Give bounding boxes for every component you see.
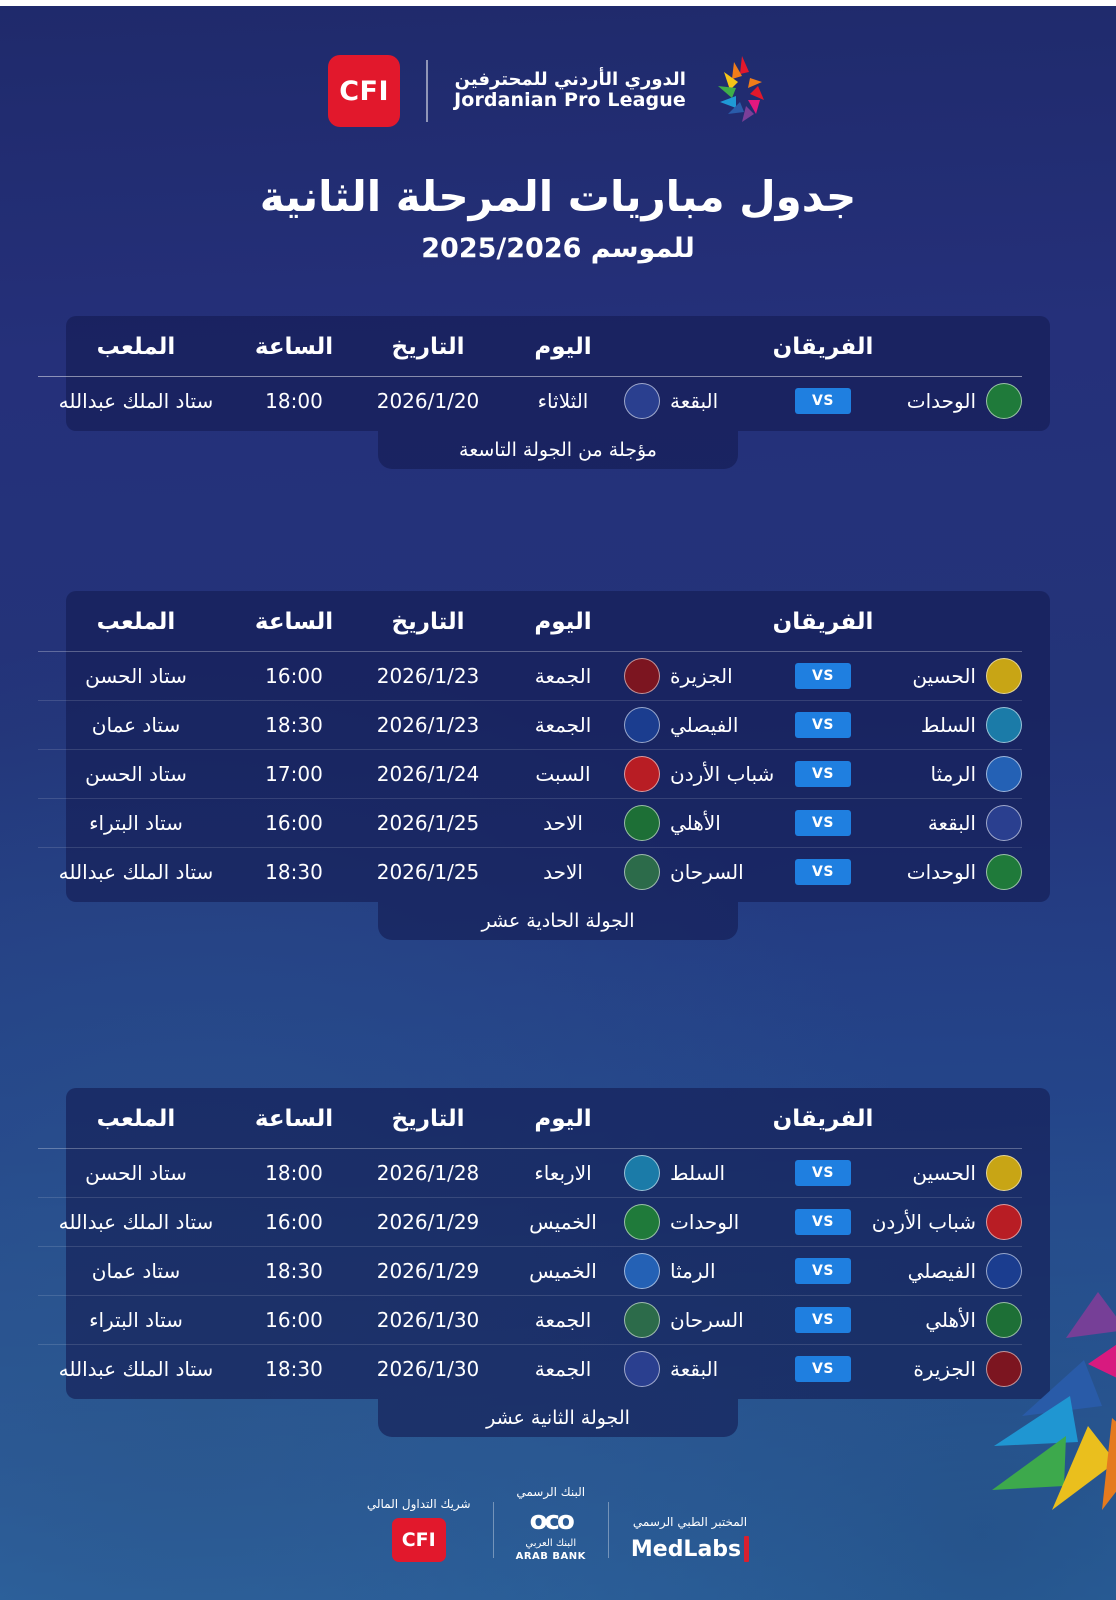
match-time: 17:00: [234, 750, 354, 799]
away-team-name: الرمثا: [670, 1259, 716, 1283]
column-header-teams: الفريقان: [624, 316, 1022, 377]
home-team-name: الوحدات: [906, 389, 976, 413]
match-date: 2026/1/30: [354, 1296, 502, 1345]
match-date: 2026/1/20: [376, 389, 480, 413]
vs-badge: VS: [795, 388, 851, 414]
match-day: الجمعة: [534, 1357, 592, 1381]
away-team: [624, 1302, 789, 1338]
match-day: الثلاثاء: [537, 389, 589, 413]
table-row[interactable]: [38, 652, 1022, 701]
away-team-name: السرحان: [670, 1308, 744, 1332]
al-baqaa-crest-icon: [624, 383, 660, 419]
arabbank-name-ar: البنك العربي: [525, 1538, 577, 1549]
vs-badge: VS: [795, 810, 851, 836]
sponsor-divider-1: [608, 1502, 609, 1558]
al-hussein-crest-icon: [986, 658, 1022, 694]
home-team-name: الفيصلي: [907, 1259, 976, 1283]
match-pair: [624, 1155, 1022, 1191]
fixtures-table: [38, 591, 1022, 896]
match-time: 16:00: [234, 799, 354, 848]
vs-badge: VS: [795, 1258, 851, 1284]
column-header-venue: الملعب: [38, 591, 234, 652]
match-pair: [624, 707, 1022, 743]
match-pair: [624, 854, 1022, 890]
table-row[interactable]: [38, 1247, 1022, 1296]
match-time: 18:00: [265, 389, 323, 413]
al-jazeera-crest-icon: [624, 658, 660, 694]
schedule-block: [58, 316, 1050, 469]
away-team: [624, 1204, 789, 1240]
match-teams-cell: [624, 652, 1022, 701]
schedule-block: [58, 591, 1050, 940]
sponsor-arabbank: [494, 1485, 608, 1562]
match-pair: [624, 1351, 1022, 1387]
home-team: [857, 1204, 1022, 1240]
sponsor-label-medlabs: المختبر الطبي الرسمي: [632, 1515, 748, 1529]
header: [0, 52, 1116, 130]
column-header-time: الساعة: [234, 316, 354, 377]
al-salt-crest-icon: [624, 1155, 660, 1191]
column-header-date: التاريخ: [354, 591, 502, 652]
league-name-ar: الدوري الأردني للمحترفين: [454, 69, 686, 91]
al-ahli-crest-icon: [624, 805, 660, 841]
match-day: الجمعة: [502, 1296, 624, 1345]
al-ahli-crest-icon: [986, 1302, 1022, 1338]
away-team: [624, 707, 789, 743]
header-divider: [426, 60, 428, 122]
match-venue: ستاد الملك عبدالله: [58, 1357, 214, 1381]
match-date: 2026/1/23: [354, 701, 502, 750]
arabbank-mark-icon: ᴏᴄᴏ: [529, 1506, 572, 1536]
match-pair: [624, 805, 1022, 841]
match-pair: [624, 756, 1022, 792]
match-teams-cell: [624, 750, 1022, 799]
match-day: الاحد: [543, 860, 583, 884]
table-row[interactable]: [38, 1296, 1022, 1345]
sponsor-cfi: [345, 1497, 493, 1562]
away-team: [624, 756, 789, 792]
column-header-time: الساعة: [234, 1088, 354, 1149]
sponsor-divider-2: [493, 1502, 494, 1558]
match-venue: ستاد الحسن: [38, 652, 234, 701]
table-row[interactable]: [38, 701, 1022, 750]
cfi-partner-badge: CFI: [328, 55, 400, 127]
al-jazeera-crest-icon: [986, 1351, 1022, 1387]
column-header-venue: الملعب: [38, 1088, 234, 1149]
match-date: 2026/1/30: [376, 1357, 480, 1381]
al-faisaly-crest-icon: [624, 707, 660, 743]
vs-badge: VS: [795, 1209, 851, 1235]
al-wehdat-crest-icon: [986, 854, 1022, 890]
sponsor-label-arabbank: البنك الرسمي: [516, 1485, 586, 1499]
home-team: [857, 1302, 1022, 1338]
table-row[interactable]: [38, 1149, 1022, 1198]
cfi-logo: CFI: [392, 1518, 446, 1562]
match-venue: ستاد عمان: [38, 701, 234, 750]
away-team: [624, 1253, 789, 1289]
medlabs-wordmark: MedLabs: [630, 1536, 742, 1562]
medlabs-bar-icon: [744, 1536, 749, 1562]
page-title: جدول مباريات المرحلة الثانية: [259, 172, 857, 221]
home-team-name: شباب الأردن: [871, 1210, 976, 1234]
column-header-day: اليوم: [502, 316, 624, 377]
match-venue: ستاد الحسن: [38, 1149, 234, 1198]
match-date: 2026/1/24: [354, 750, 502, 799]
away-team: [624, 1155, 789, 1191]
match-pair: [624, 383, 1022, 419]
match-venue: ستاد عمان: [38, 1247, 234, 1296]
vs-badge: VS: [795, 859, 851, 885]
away-team: [624, 658, 789, 694]
match-teams-cell: [624, 1345, 1022, 1394]
round-label: الجولة الحادية عشر: [378, 902, 738, 940]
match-time: 18:00: [234, 1149, 354, 1198]
column-header-venue: الملعب: [38, 316, 234, 377]
match-time: 18:30: [234, 1247, 354, 1296]
away-team-name: البقعة: [670, 1357, 719, 1381]
league-title-block: [454, 70, 686, 111]
page-subtitle: للموسم 2025/2026: [421, 233, 695, 264]
shabab-al-ordon-crest-icon: [986, 1204, 1022, 1240]
column-header-teams: الفريقان: [624, 591, 1022, 652]
match-day: الخميس: [502, 1198, 624, 1247]
match-venue: ستاد الملك عبدالله: [58, 389, 214, 413]
column-header-teams: الفريقان: [624, 1088, 1022, 1149]
away-team-name: الفيصلي: [670, 713, 739, 737]
match-day: الاحد: [502, 799, 624, 848]
al-sarhan-crest-icon: [624, 854, 660, 890]
match-time: 18:30: [265, 1357, 323, 1381]
table-row[interactable]: [38, 377, 1022, 426]
round-label: مؤجلة من الجولة التاسعة: [378, 431, 738, 469]
schedule-card: [58, 316, 1050, 431]
home-team: [857, 756, 1022, 792]
schedule-block: [58, 1088, 1050, 1437]
away-team-name: السرحان: [670, 860, 744, 884]
match-day: السبت: [502, 750, 624, 799]
al-baqaa-crest-icon: [624, 1351, 660, 1387]
home-team: [857, 658, 1022, 694]
away-team-name: السلط: [670, 1161, 726, 1185]
away-team-name: البقعة: [670, 389, 719, 413]
away-team-name: شباب الأردن: [670, 762, 775, 786]
column-header-time: الساعة: [234, 591, 354, 652]
al-ramtha-crest-icon: [624, 1253, 660, 1289]
home-team: [857, 383, 1022, 419]
home-team-name: الجزيرة: [913, 1357, 976, 1381]
al-sarhan-crest-icon: [624, 1302, 660, 1338]
home-team-name: البقعة: [927, 811, 976, 835]
arabbank-logo: [516, 1506, 586, 1562]
match-venue: ستاد الملك عبدالله: [58, 860, 214, 884]
away-team: [624, 805, 789, 841]
column-header-date: التاريخ: [354, 316, 502, 377]
table-row[interactable]: [38, 848, 1022, 897]
home-team-name: الرمثا: [930, 762, 976, 786]
table-header-row: [38, 316, 1022, 377]
match-date: 2026/1/29: [354, 1198, 502, 1247]
home-team-name: الوحدات: [906, 860, 976, 884]
al-hussein-crest-icon: [986, 1155, 1022, 1191]
match-date: 2026/1/23: [354, 652, 502, 701]
vs-badge: VS: [795, 663, 851, 689]
al-faisaly-crest-icon: [986, 1253, 1022, 1289]
match-date: 2026/1/25: [354, 799, 502, 848]
league-name-en: Jordanian Pro League: [454, 89, 686, 112]
match-teams-cell: [624, 1296, 1022, 1345]
match-time: 16:00: [234, 1198, 354, 1247]
home-team: [857, 1155, 1022, 1191]
al-salt-crest-icon: [986, 707, 1022, 743]
match-venue: ستاد البتراء: [38, 1296, 234, 1345]
home-team: [857, 805, 1022, 841]
match-pair: [624, 1253, 1022, 1289]
al-wehdat-crest-icon: [986, 383, 1022, 419]
top-white-strip: [0, 0, 1116, 6]
match-day: الجمعة: [502, 652, 624, 701]
vs-badge: VS: [795, 1160, 851, 1186]
match-date: 2026/1/25: [376, 860, 480, 884]
vs-badge: VS: [795, 1356, 851, 1382]
home-team-name: الأهلي: [925, 1308, 976, 1332]
match-time: 16:00: [234, 652, 354, 701]
home-team-name: الحسين: [912, 1161, 976, 1185]
table-row[interactable]: [38, 750, 1022, 799]
vs-badge: VS: [795, 761, 851, 787]
match-date: 2026/1/28: [354, 1149, 502, 1198]
away-team: [624, 854, 789, 890]
match-day: الخميس: [502, 1247, 624, 1296]
away-team-name: الأهلي: [670, 811, 721, 835]
home-team-name: السلط: [920, 713, 976, 737]
match-venue: ستاد البتراء: [38, 799, 234, 848]
fixtures-table: [38, 316, 1022, 425]
vs-badge: VS: [795, 712, 851, 738]
away-team-name: الجزيرة: [670, 664, 733, 688]
shabab-al-ordon-crest-icon: [624, 756, 660, 792]
al-wehdat-crest-icon: [624, 1204, 660, 1240]
match-time: 16:00: [234, 1296, 354, 1345]
round-label: الجولة الثانية عشر: [378, 1399, 738, 1437]
match-day: الجمعة: [502, 701, 624, 750]
home-team: [857, 854, 1022, 890]
column-header-day: اليوم: [502, 1088, 624, 1149]
away-team: [624, 1351, 789, 1387]
sponsor-label-cfi: شريك التداول المالي: [366, 1497, 471, 1511]
match-pair: [624, 1204, 1022, 1240]
match-teams-cell: [624, 1247, 1022, 1296]
match-teams-cell: [624, 1149, 1022, 1198]
medlabs-logo: [631, 1536, 749, 1562]
match-date: 2026/1/29: [354, 1247, 502, 1296]
table-row[interactable]: [38, 1198, 1022, 1247]
table-row[interactable]: [38, 799, 1022, 848]
match-teams-cell: [624, 848, 1022, 897]
al-ramtha-crest-icon: [986, 756, 1022, 792]
column-header-date: التاريخ: [354, 1088, 502, 1149]
match-time: 18:30: [234, 701, 354, 750]
match-teams-cell: [624, 377, 1022, 426]
match-venue: ستاد الملك عبدالله: [38, 1198, 234, 1247]
footer-sponsors: [0, 1485, 1116, 1562]
match-teams-cell: [624, 701, 1022, 750]
away-team: [624, 383, 789, 419]
match-pair: [624, 1302, 1022, 1338]
table-row[interactable]: [38, 1345, 1022, 1394]
home-team: [857, 1253, 1022, 1289]
away-team-name: الوحدات: [670, 1210, 740, 1234]
fixtures-table: [38, 1088, 1022, 1393]
match-teams-cell: [624, 799, 1022, 848]
home-team: [857, 707, 1022, 743]
arabbank-name-en: ARAB BANK: [515, 1551, 586, 1562]
match-day: الاربعاء: [502, 1149, 624, 1198]
match-teams-cell: [624, 1198, 1022, 1247]
table-header-row: [38, 1088, 1022, 1149]
schedule-blocks: [0, 316, 1116, 1437]
match-pair: [624, 658, 1022, 694]
home-team: [857, 1351, 1022, 1387]
schedule-card: [58, 591, 1050, 902]
table-header-row: [38, 591, 1022, 652]
column-header-day: اليوم: [502, 591, 624, 652]
home-team-name: الحسين: [912, 664, 976, 688]
vs-badge: VS: [795, 1307, 851, 1333]
match-venue: ستاد الحسن: [38, 750, 234, 799]
jpl-star-logo-icon: [696, 52, 788, 130]
match-time: 18:30: [265, 860, 323, 884]
schedule-card: [58, 1088, 1050, 1399]
al-baqaa-crest-icon: [986, 805, 1022, 841]
sponsor-medlabs: [609, 1515, 771, 1562]
